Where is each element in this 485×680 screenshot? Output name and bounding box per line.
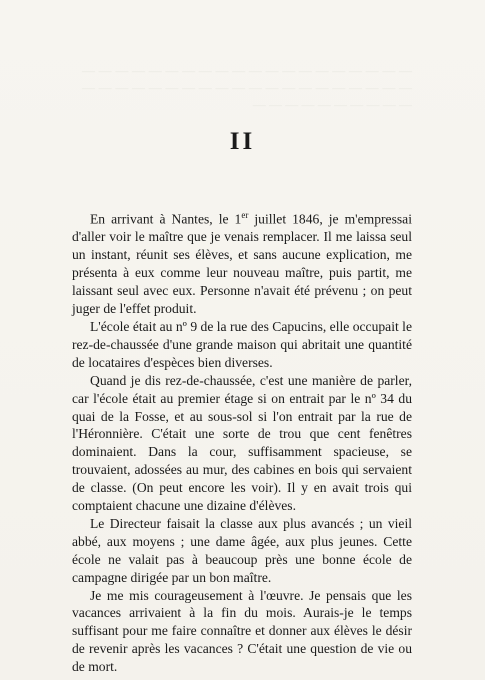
ordinal-superscript: er <box>241 210 249 220</box>
paragraph-3: Quand je dis rez-de-chaussée, c'est une manière de parler, car l'école était au premier étage si on entrait par le nº 34 du quai de la Fosse, et au sous-sol si l'on entrait par la rue de l'Héronnière. C'était une sorte de trou que cent fenêtres dominaient. Dans la cour, suffisamment spacieuse, se trouvaient, adossées au mur, des cabines en bois qui servaient de classe. (On peut encore les voir). Il y en avait trois qui comptaient chacune une dizaine d'élèves. <box>72 372 412 514</box>
body-text <box>72 207 412 676</box>
chapter-heading: II <box>229 128 256 155</box>
paragraph-4: Le Directeur faisait la classe aux plus avancés ; un vieil abbé, aux moyens ; une dame âgée, aux plus jeunes. Cette école ne valait pas à beaucoup près une bonne école de campagne dirigée par un bon maître. <box>72 515 412 585</box>
paragraph-1-rest: juillet 1846, je m'empressai d'aller voir le maître que je venais remplacer. Il me laissa seul un instant, réunit ses élèves, et sans aucune explication, me présenta à eux comme leur nouveau maître, puis partit, me laissant seul avec eux. Personne n'avait été prévenu ; on peut juger de l'effet produit. <box>72 211 412 317</box>
paragraph-1-start: En arrivant à Nantes, le 1 <box>90 211 242 227</box>
paragraph-2: L'école était au nº 9 de la rue des Capucins, elle occupait le rez-de-chaussée d'une grande maison qui abritait une quantité de locataires d'espèces bien diverses. <box>72 318 412 370</box>
paragraph-1 <box>72 207 412 318</box>
paragraph-5: Je me mis courageusement à l'œuvre. Je pensais que les vacances arrivaient à la fin du mois. Aurais-je le temps suffisant pour me faire connaître et donner aux élèves le désir de revenir après les vacances ? C'était une question de vie ou de mort. <box>72 587 412 675</box>
bleed-through-texture: — — — — — — — — — — — — — — — — — — — — — — — — — — — — — — — — — — — — — — — — — — — — — — — — — — <box>82 63 412 112</box>
